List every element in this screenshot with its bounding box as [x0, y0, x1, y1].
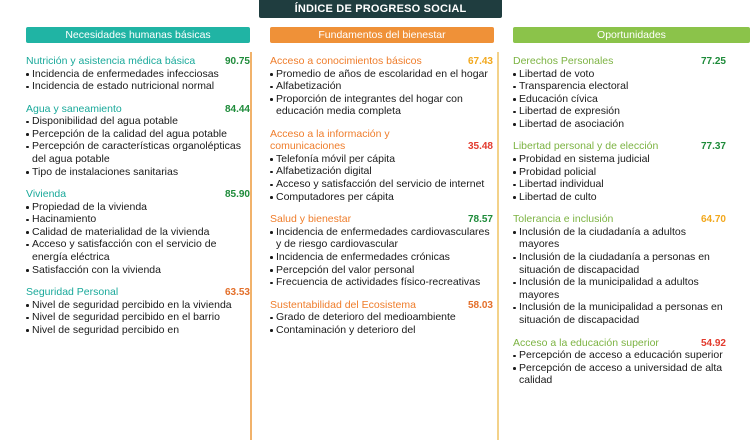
indicator-item: Incidencia de enfermedades cardiovasculares y de riesgo cardiovascular: [270, 226, 493, 251]
section-score: 85.90: [224, 189, 250, 201]
indicator-item: Transparencia electoral: [513, 80, 726, 93]
dimension-section: [513, 213, 726, 326]
indicator-item: Percepción del valor personal: [270, 264, 493, 277]
indicator-item: Promedio de años de escolaridad en el hogar: [270, 68, 493, 81]
column-header: Necesidades humanas básicas: [26, 27, 250, 43]
section-title: Nutrición y asistencia médica básica: [26, 55, 196, 67]
indicator-item: Acceso y satisfacción con el servicio de energía eléctrica: [26, 238, 250, 263]
section-title: Sustentabilidad del Ecosistema: [270, 298, 416, 311]
section-title: Libertad personal y de elección: [513, 140, 659, 153]
indicator-list: [270, 226, 493, 289]
indicator-item: Inclusión de la municipalidad a personas en situación de discapacidad: [513, 301, 726, 326]
section-score: 58.03: [467, 299, 493, 311]
column-body: [513, 55, 726, 387]
indicator-item: Acceso y satisfacción del servicio de internet: [270, 178, 493, 191]
section-title: Derechos Personales: [513, 55, 614, 67]
section-score: 84.44: [224, 103, 250, 115]
indicator-item: Disponibilidad del agua potable: [26, 115, 250, 128]
dimension-section: [513, 55, 726, 130]
indicator-item: Percepción de acceso a educación superior: [513, 349, 726, 362]
dimension-section: [26, 188, 250, 276]
indicator-item: Inclusión de la municipalidad a adultos mayores: [513, 276, 726, 301]
dimension-section: [270, 299, 493, 337]
indicator-list: [513, 349, 726, 387]
indicator-item: Satisfacción con la vivienda: [26, 264, 250, 277]
indicator-item: Grado de deterioro del medioambiente: [270, 311, 493, 324]
indicator-list: [513, 68, 726, 131]
dimension-section: [513, 337, 726, 387]
indicator-item: Educación cívica: [513, 93, 726, 106]
section-title: Acceso a conocimientos básicos: [270, 55, 422, 67]
dimension-section: [270, 128, 493, 203]
section-score: 64.70: [700, 214, 726, 226]
section-title: Acceso a la información y comunicaciones: [270, 127, 390, 153]
indicator-item: Frecuencia de actividades físico-recreativas: [270, 276, 493, 289]
column-necesidades: [0, 27, 252, 347]
column-header: Fundamentos del bienestar: [270, 27, 494, 43]
indicator-list: [270, 68, 493, 118]
dimension-section: [513, 140, 726, 203]
indicator-item: Alfabetización: [270, 80, 493, 93]
indicator-item: Libertad de voto: [513, 68, 726, 81]
indicator-item: Probidad en sistema judicial: [513, 153, 726, 166]
indicator-item: Libertad individual: [513, 178, 726, 191]
section-score: 67.43: [467, 56, 493, 67]
indicator-item: Propiedad de la vivienda: [26, 201, 250, 214]
column-body: [26, 55, 250, 337]
section-title: Tolerancia e inclusión: [513, 213, 614, 226]
dimension-section: [270, 213, 493, 288]
dimension-section: [26, 286, 250, 336]
indicator-item: Hacinamiento: [26, 213, 250, 226]
indicator-item: Proporción de integrantes del hogar con educación media completa: [270, 93, 493, 118]
indicator-item: Percepción de características organolépticas del agua potable: [26, 140, 250, 165]
indicator-item: Incidencia de enfermedades infecciosas: [26, 68, 250, 81]
indicator-item: Nivel de seguridad percibido en: [26, 324, 250, 337]
indicator-list: [26, 115, 250, 178]
section-title: Agua y saneamiento: [26, 102, 122, 115]
indicator-item: Percepción de acceso a universidad de alta calidad: [513, 362, 726, 387]
section-title: Acceso a la educación superior: [513, 336, 659, 349]
section-score: 54.92: [700, 337, 726, 349]
indicator-item: Inclusión de la ciudadanía a personas en situación de discapacidad: [513, 251, 726, 276]
indicator-item: Nivel de seguridad percibido en el barrio: [26, 311, 250, 324]
indicator-item: Inclusión de la ciudadanía a adultos mayores: [513, 226, 726, 251]
page-title: ÍNDICE DE PROGRESO SOCIAL: [259, 0, 502, 18]
indicator-item: Telefonía móvil per cápita: [270, 153, 493, 166]
column-divider: [497, 52, 499, 440]
section-score: 63.53: [224, 287, 250, 299]
indicator-item: Probidad policial: [513, 166, 726, 179]
indicator-item: Libertad de expresión: [513, 105, 726, 118]
section-score: 35.48: [467, 140, 493, 152]
indicator-list: [270, 153, 493, 203]
indicator-list: [270, 311, 493, 336]
indicator-item: Tipo de instalaciones sanitarias: [26, 166, 250, 179]
indicator-item: Computadores per cápita: [270, 191, 493, 204]
indicator-item: Contaminación y deterioro del: [270, 324, 493, 337]
section-title: Seguridad Personal: [26, 286, 119, 299]
section-title: Salud y bienestar: [270, 213, 352, 226]
indicator-list: [26, 201, 250, 277]
indicator-list: [513, 153, 726, 203]
indicator-list: [26, 68, 250, 93]
indicator-item: Libertad de asociación: [513, 118, 726, 131]
indicator-item: Calidad de materialidad de la vivienda: [26, 226, 250, 239]
dimension-section: [26, 103, 250, 178]
section-score: 78.57: [467, 214, 493, 226]
indicator-item: Percepción de la calidad del agua potable: [26, 128, 250, 141]
section-title: Vivienda: [26, 188, 67, 201]
dimension-section: [26, 55, 250, 93]
indicator-item: Nivel de seguridad percibido en la vivienda: [26, 299, 250, 312]
indicator-list: [513, 226, 726, 327]
section-score: 77.37: [700, 141, 726, 153]
section-score: 77.25: [700, 56, 726, 67]
indicator-item: Libertad de culto: [513, 191, 726, 204]
column-body: [270, 55, 493, 336]
indicator-list: [26, 299, 250, 337]
indicator-item: Alfabetización digital: [270, 165, 493, 178]
column-header: Oportunidades: [513, 27, 750, 43]
column-oportunidades: [513, 27, 750, 397]
section-score: 90.75: [224, 56, 250, 67]
dimension-section: [270, 55, 493, 118]
indicator-item: Incidencia de estado nutricional normal: [26, 80, 250, 93]
indicator-item: Incidencia de enfermedades crónicas: [270, 251, 493, 264]
column-fundamentos: [270, 27, 495, 346]
